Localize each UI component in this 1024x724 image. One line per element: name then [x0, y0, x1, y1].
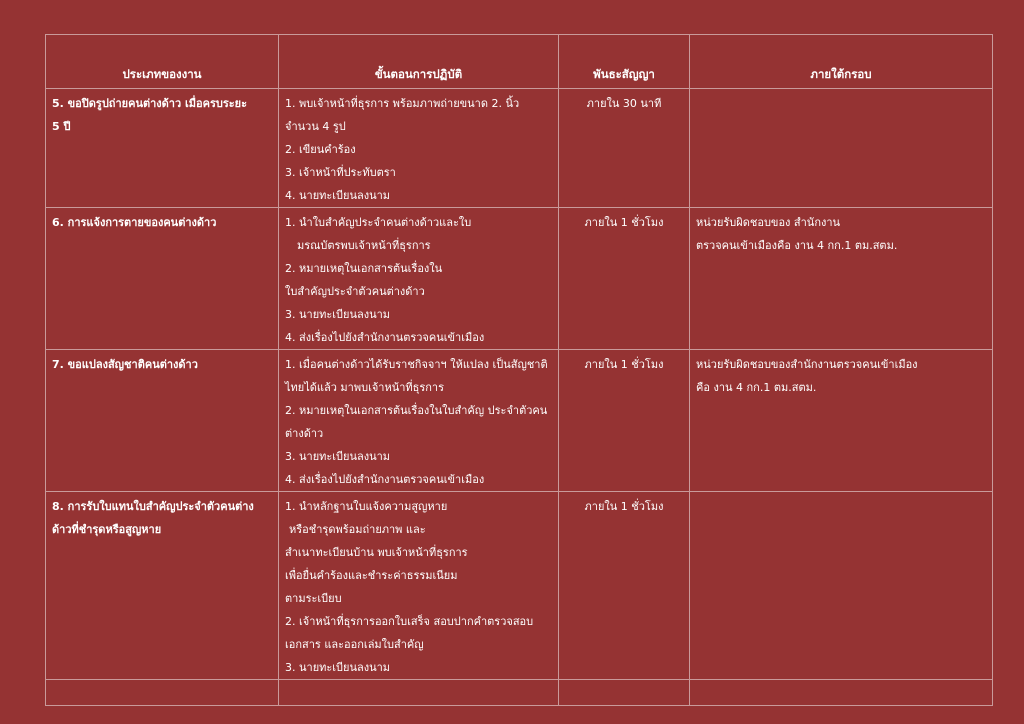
agency-line: ตรวจคนเข้าเมืองคือ งาน 4 กก.1 ตม.สตม. — [696, 239, 898, 252]
period-text: ภายใน 30 นาที — [586, 97, 662, 110]
cell-period — [559, 89, 690, 208]
period-text: ภายใน 1 ชั่วโมง — [584, 500, 664, 513]
type-line: 5. ขอปิดรูปถ่ายคนต่างด้าว เมื่อครบระยะ — [52, 97, 248, 110]
table-header-row — [46, 35, 993, 89]
step-line: 1. นำใบสำคัญประจำคนต่างด้าวและใบ — [285, 216, 472, 229]
step-line: 2. หมายเหตุในเอกสารต้นเรื่องใน — [285, 262, 443, 275]
table-row — [46, 208, 993, 350]
step-line: 1. นำหลักฐานใบแจ้งความสูญหาย — [285, 500, 448, 513]
type-line: 8. การรับใบแทนใบสำคัญประจำตัวคนต่าง — [52, 500, 254, 513]
cell-steps — [279, 208, 559, 350]
table-row — [46, 492, 993, 680]
empty-cell — [279, 680, 559, 706]
step-line: ไทยได้แล้ว มาพบเจ้าหน้าที่ธุรการ — [285, 381, 445, 394]
period-text: ภายใน 1 ชั่วโมง — [584, 216, 664, 229]
cell-agency — [690, 492, 993, 680]
step-line: เพื่อยื่นคำร้องและชำระค่าธรรมเนียม — [285, 569, 458, 582]
cell-steps — [279, 492, 559, 680]
step-line: หรือชำรุดพร้อมถ่ายภาพ และ — [289, 523, 426, 536]
step-line: มรณบัตรพบเจ้าหน้าที่ธุรการ — [297, 239, 431, 252]
cell-period — [559, 492, 690, 680]
cell-steps — [279, 350, 559, 492]
step-line: ใบสำคัญประจำตัวคนต่างด้าว — [285, 285, 425, 298]
step-line: 3. นายทะเบียนลงนาม — [285, 661, 391, 674]
cell-period — [559, 208, 690, 350]
cell-agency — [690, 350, 993, 492]
agency-line: หน่วยรับผิดชอบของ สำนักงาน — [696, 216, 841, 229]
step-line: 4. ส่งเรื่องไปยังสำนักงานตรวจคนเข้าเมือง — [285, 331, 485, 344]
empty-cell — [559, 680, 690, 706]
header-steps: ขั้นตอนการปฏิบัติ — [279, 35, 559, 89]
step-line: ตามระเบียบ — [285, 592, 342, 605]
cell-type — [46, 208, 279, 350]
step-line: สำเนาทะเบียนบ้าน พบเจ้าหน้าที่ธุรการ — [285, 546, 468, 559]
header-agency: ภายใต้กรอบ — [690, 35, 993, 89]
step-line: 3. นายทะเบียนลงนาม — [285, 308, 391, 321]
cell-steps — [279, 89, 559, 208]
cell-agency — [690, 208, 993, 350]
step-line: เอกสาร และออกเล่มใบสำคัญ — [285, 638, 424, 651]
type-line: 6. การแจ้งการตายของคนต่างด้าว — [52, 216, 217, 229]
header-period: พันธะสัญญา — [559, 35, 690, 89]
type-line: ด้าวที่ชำรุดหรือสูญหาย — [52, 523, 162, 536]
step-line: 2. หมายเหตุในเอกสารต้นเรื่องในใบสำคัญ ประจำตัวคน — [285, 404, 548, 417]
table-row — [46, 89, 993, 208]
empty-cell — [46, 680, 279, 706]
step-line: 2. เขียนคำร้อง — [285, 143, 356, 156]
step-line: 1. เมื่อคนต่างด้าวได้รับราชกิจจาฯ ให้แปลง เป็นสัญชาติ — [285, 358, 548, 371]
period-text: ภายใน 1 ชั่วโมง — [584, 358, 664, 371]
cell-agency — [690, 89, 993, 208]
step-line: 3. เจ้าหน้าที่ประทับตรา — [285, 166, 396, 179]
step-line: 4. ส่งเรื่องไปยังสำนักงานตรวจคนเข้าเมือง — [285, 473, 485, 486]
table-row-empty — [46, 680, 993, 706]
step-line: 3. นายทะเบียนลงนาม — [285, 450, 391, 463]
cell-type — [46, 350, 279, 492]
step-line: 2. เจ้าหน้าที่ธุรการออกใบเสร็จ สอบปากคำตรวจสอบ — [285, 615, 534, 628]
agency-line: คือ งาน 4 กก.1 ตม.สตม. — [696, 381, 817, 394]
step-line: 4. นายทะเบียนลงนาม — [285, 189, 391, 202]
cell-period — [559, 350, 690, 492]
cell-type — [46, 492, 279, 680]
step-line: จำนวน 4 รูป — [285, 120, 346, 133]
type-line: 5 ปี — [52, 120, 71, 133]
service-table — [45, 34, 993, 706]
empty-cell — [690, 680, 993, 706]
agency-line: หน่วยรับผิดชอบของสำนักงานตรวจคนเข้าเมือง — [696, 358, 918, 371]
type-line: 7. ขอแปลงสัญชาติคนต่างด้าว — [52, 358, 198, 371]
table-row — [46, 350, 993, 492]
step-line: ต่างด้าว — [285, 427, 324, 440]
cell-type — [46, 89, 279, 208]
step-line: 1. พบเจ้าหน้าที่ธุรการ พร้อมภาพถ่ายขนาด 2. นิ้ว — [285, 97, 520, 110]
header-type: ประเภทของงาน — [46, 35, 279, 89]
